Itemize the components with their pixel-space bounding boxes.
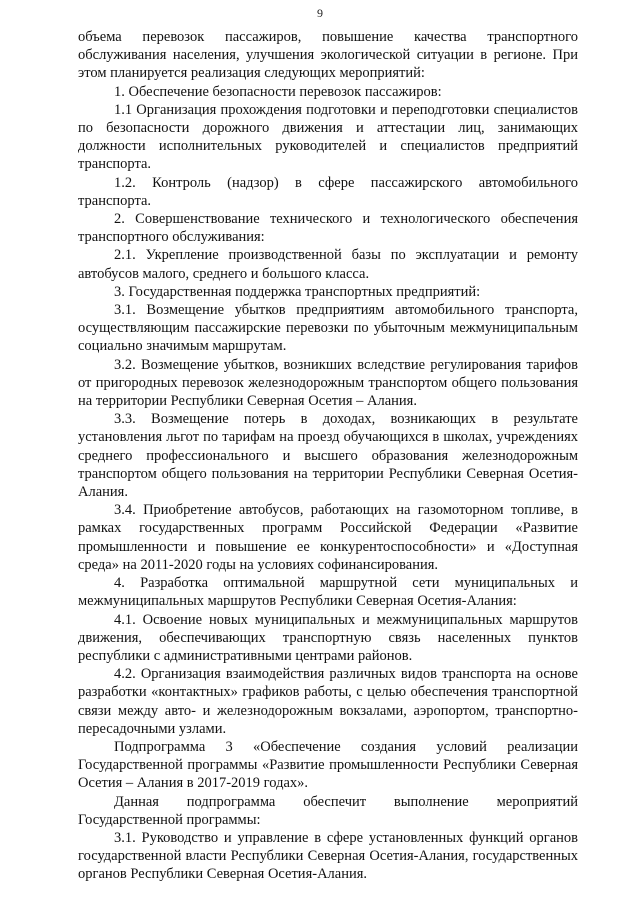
paragraph-item-4: 4. Разработка оптимальной маршрутной сети муниципальных и межмуниципальных маршрутов Республики Северная Осетия-Алания: [78,575,578,610]
paragraph-item-3-4: 3.4. Приобретение автобусов, работающих на газомоторном топливе, в рамках государственных программ Российской Федерации «Развитие промышленности и повышение ее конкурентоспособности» и «Доступная среда» на 2011-2020 годы на условиях софинансирования. [78,502,578,573]
paragraph-intro: объема перевозок пассажиров, повышение качества транспортного обслуживания населения, улучшения экологической ситуации в регионе. При этом планируется реализация следующих мероприятий: [78,29,578,82]
paragraph-item-1-1: 1.1 Организация прохождения подготовки и переподготовки специалистов по безопасности дорожного движения и аттестации лиц, занимающих должности исполнительных руководителей и специалистов предприятий транспорта. [78,101,578,173]
paragraph-item-4-2: 4.2. Организация взаимодействия различных видов транспорта на основе разработки «контактных» графиков работы, с целью обеспечения транспортной связи между авто- и железнодорожным вокзалами, аэропортом, транспортно-пересадочными узлами. [78,666,578,737]
page-number: 9 [317,6,323,20]
paragraph-subprogram-3: Подпрограмма 3 «Обеспечение создания условий реализации Государственной программы «Развитие промышленности Республики Северная Осетия – Алания в 2017-2019 годах». [78,738,578,792]
paragraph-item-3-3: 3.3. Возмещение потерь в доходах, возникающих в результате установления льгот по тарифам на проезд обучающихся в школах, учреждениях среднего профессионального и высшего образования железнодорожным транспортом общего пользования на территории Республики Северная Осетия-Алания. [78,411,578,501]
paragraph-item-3-2: 3.2. Возмещение убытков, возникших вследствие регулирования тарифов от пригородных перевозок железнодорожным транспортом общего пользования на территории Республики Северная Осетия – Алания. [78,356,578,410]
paragraph-item-3-1-management: 3.1. Руководство и управление в сфере установленных функций органов государственной власти Республики Северная Осетия-Алания, государственных органов Республики Северная Осетия-Алания. [78,829,578,883]
paragraph-item-2: 2. Совершенствование технического и технологического обеспечения транспортного обслуживания: [78,211,578,246]
paragraph-item-2-1: 2.1. Укрепление производственной базы по эксплуатации и ремонту автобусов малого, среднего и большого класса. [78,247,578,282]
paragraph-item-4-1: 4.1. Освоение новых муниципальных и межмуниципальных маршрутов движения, обеспечивающих транспортную связь населенных пунктов республики с административными центрами районов. [78,611,578,664]
paragraph-item-3: 3. Государственная поддержка транспортных предприятий: [114,283,481,300]
document-body [78,28,578,884]
paragraph-item-1: 1. Обеспечение безопасности перевозок пассажиров: [114,83,442,100]
paragraph-subprogram-summary: Данная подпрограмма обеспечит выполнение мероприятий Государственной программы: [78,793,578,828]
paragraph-item-1-2: 1.2. Контроль (надзор) в сфере пассажирского автомобильного транспорта. [78,174,578,209]
paragraph-item-3-1: 3.1. Возмещение убытков предприятиям автомобильного транспорта, осуществляющим пассажирские перевозки по убыточным межмуниципальным социально значимым маршрутам. [78,302,578,355]
